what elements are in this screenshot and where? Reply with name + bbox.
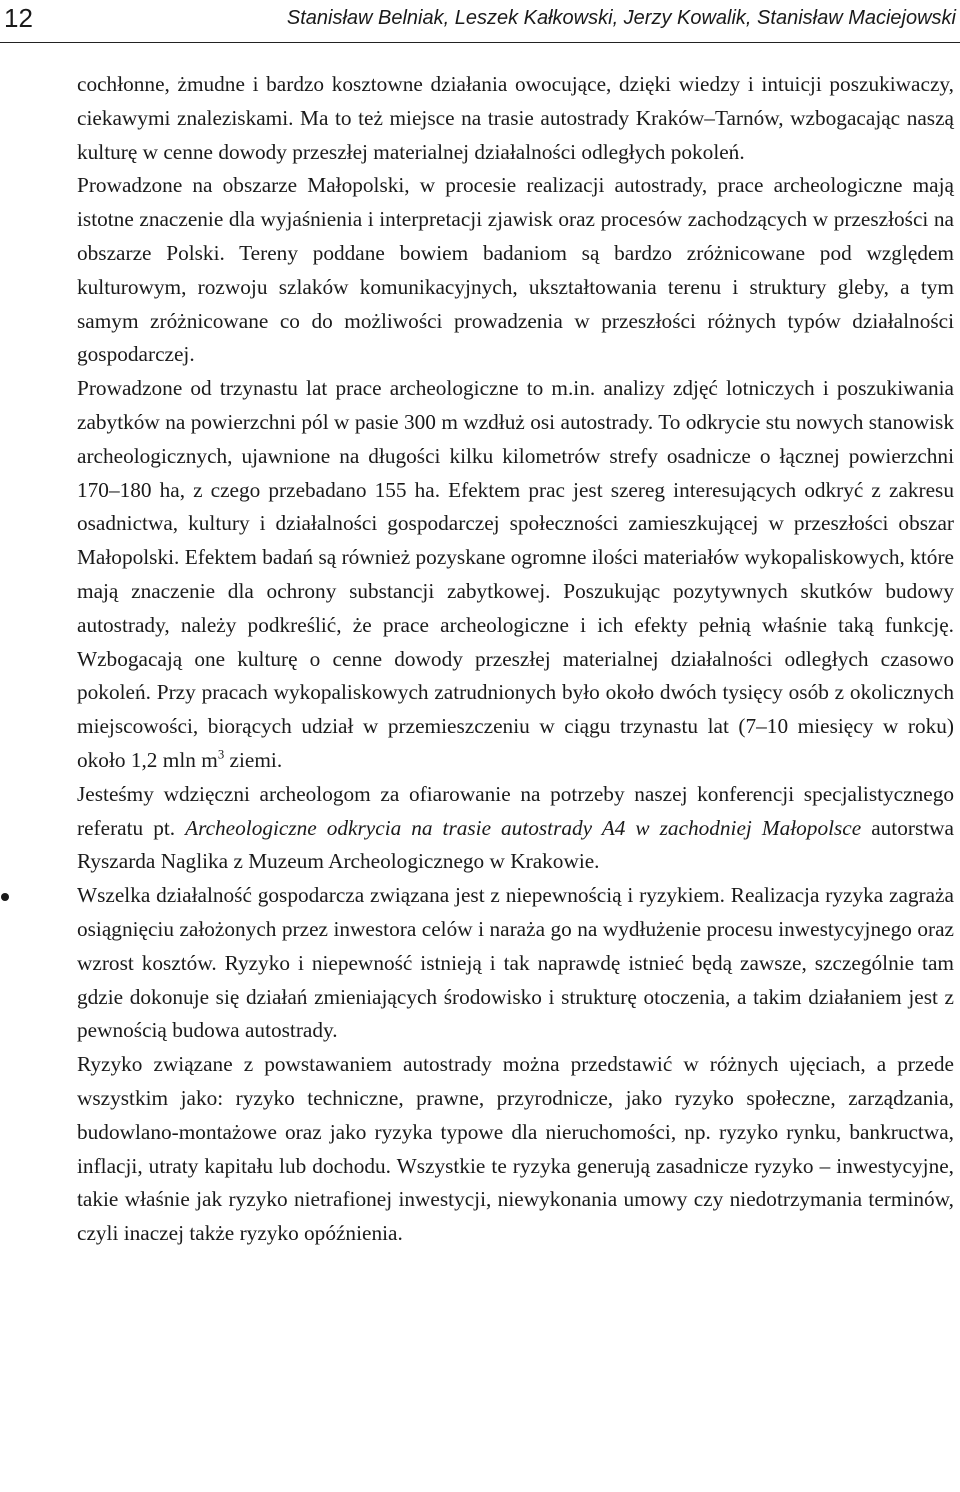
- paragraph-3: [77, 372, 954, 778]
- paragraph-4-text: Jesteśmy wdzięczni archeologom za ofiarowanie na potrzeby naszej konferencji specjalistycznego referatu pt.: [77, 781, 954, 840]
- superscript-cubic: 3: [217, 747, 225, 762]
- paragraph-2: Prowadzone na obszarze Małopolski, w procesie realizacji autostrady, prace archeologiczne mają istotne znaczenie dla wyjaśnienia i interpretacji zjawisk oraz procesów zachodzących w przeszłości na obszarze Polski. Tereny poddane bowiem badaniom są bardzo zróżnicowane pod względem kulturowym, rozwoju szlaków komunikacyjnych, ukształtowania terenu i struktury gleby, a tym samym zróżnicowane co do możliwości prowadzenia w przeszłości różnych typów działalności gospodarczej.: [77, 173, 954, 367]
- paper-title-italic: Archeologiczne odkrycia na trasie autostrady A4 w zachodniej Małopolsce: [185, 815, 862, 840]
- page-number: 12: [4, 3, 33, 33]
- page-header: [0, 0, 960, 43]
- body-text: [77, 68, 954, 1251]
- paragraph-4-end: autorstwa Ryszarda Naglika z Muzeum Archeologicznego w Krakowie.: [77, 815, 954, 874]
- bullet-paragraph: [77, 879, 954, 1048]
- bullet-icon: [1, 893, 9, 901]
- paragraph-3-end: ziemi.: [224, 747, 283, 772]
- paragraph-4: [77, 778, 954, 879]
- bullet-paragraph-text: Wszelka działalność gospodarcza związana jest z niepewnością i ryzykiem. Realizacja ryzyka zagraża osiągnięciu założonych przez inwestora celów i naraża go na wydłużenie procesu inwestycyjnego oraz wzrost kosztów. Ryzyko i niepewność istnieją i tak naprawdę istnieć będą zawsze, szczególnie tam gdzie dokonuje się działań zmieniających środowisko i strukturę otoczenia, a takim działaniem jest z pewnością budowa autostrady.: [77, 883, 954, 1043]
- running-head-authors: Stanisław Belniak, Leszek Kałkowski, Jerzy Kowalik, Stanisław Maciejowski: [286, 7, 956, 29]
- paragraph-1: cochłonne, żmudne i bardzo kosztowne działania owocujące, dzięki wiedzy i intuicji poszukiwaczy, ciekawymi znaleziskami. Ma to też miejsce na trasie autostrady Kraków–Tarnów, wzbogacając naszą kulturę w cenne dowody przeszłej materialnej działalności odległych pokoleń.: [77, 72, 954, 164]
- paragraph-6: Ryzyko związane z powstawaniem autostrady można przedstawić w różnych ujęciach, a przede wszystkim jako: ryzyko techniczne, prawne, przyrodnicze, jako ryzyko społeczne, zarządzania, budowlano-montażowe oraz jako ryzyka typowe dla nieruchomości, np. ryzyko rynku, bankructwa, inflacji, utraty kapitału lub dochodu. Wszystkie te ryzyka generują zasadnicze ryzyko – inwestycyjne, takie właśnie jak ryzyko nietrafionej inwestycji, niewykonania umowy czy niedotrzymania terminów, czyli inaczej także ryzyko opóźnienia.: [77, 1052, 954, 1246]
- paragraph-3-text: Prowadzone od trzynastu lat prace archeologiczne to m.in. analizy zdjęć lotniczych i poszukiwania zabytków na powierzchni pól w pasie 300 m wzdłuż osi autostrady. To odkrycie stu nowych stanowisk archeologicznych, ujawnione na długości kilku kilometrów strefy osadnicze o łącznej powierzchni 170–180 ha, z czego przebadano 155 ha. Efektem prac jest szereg interesujących odkryć z zakresu osadnictwa, kultury i działalności gospodarczej społeczności zamieszkującej w przeszłości obszar Małopolski. Efektem badań są również pozyskane ogromne ilości materiałów wykopaliskowych, które mają znaczenie dla ochrony substancji zabytkowej. Poszukując pozytywnych skutków budowy autostrady, należy podkreślić, że prace archeologiczne i ich efekty pełnią właśnie taką funkcję. Wzbogacają one kulturę o cenne dowody przeszłej materialnej działalności odległych czasowo pokoleń. Przy pracach wykopaliskowych zatrudnionych było około dwóch tysięcy osób z okolicznych miejscowości, biorących udział w przemieszczeniu w ciągu trzynastu lat (7–10 miesięcy w roku) około 1,2 mln m: [77, 376, 954, 772]
